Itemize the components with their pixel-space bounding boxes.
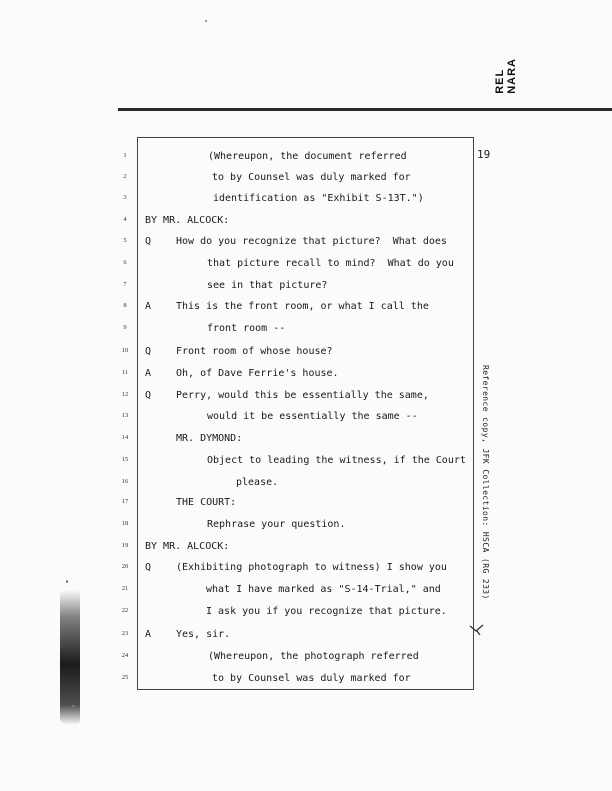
transcript-text: Front room of whose house?: [176, 346, 333, 357]
stamp-line: NARA: [506, 58, 518, 94]
line-number: 1: [123, 152, 127, 159]
speaker-label: Q: [145, 562, 152, 573]
transcript-text: front room --: [207, 323, 286, 334]
transcript-text: that picture recall to mind? What do you: [207, 258, 454, 269]
transcript-text: Yes, sir.: [176, 629, 231, 640]
scan-speck: [72, 705, 75, 707]
line-number: 21: [121, 585, 129, 592]
transcript-text: (Whereupon, the photograph referred: [208, 651, 419, 662]
stamp-line: REL: [494, 68, 506, 94]
transcript-text: please.: [236, 477, 279, 488]
transcript-text: Perry, would this be essentially the same,: [176, 390, 429, 401]
transcript-text: BY MR. ALCOCK:: [145, 541, 230, 552]
transcript-text: This is the front room, or what I call the: [176, 301, 429, 312]
line-number: 6: [123, 259, 127, 266]
line-number: 2: [123, 173, 127, 180]
transcript-text: Object to leading the witness, if the Court: [207, 455, 466, 466]
transcript-text: would it be essentially the same --: [207, 411, 418, 422]
line-number: 7: [123, 281, 127, 288]
transcript-text: I ask you if you recognize that picture.: [206, 606, 447, 617]
transcript-text: (Whereupon, the document referred: [208, 151, 407, 162]
line-number: 15: [121, 456, 129, 463]
transcript-text: identification as "Exhibit S-13T."): [213, 193, 424, 204]
transcript-text: How do you recognize that picture? What does: [176, 236, 447, 247]
transcript-text: BY MR. ALCOCK:: [145, 215, 230, 226]
transcript-text: what I have marked as "S-14-Trial," and: [206, 584, 441, 595]
handwritten-mark: [468, 622, 486, 636]
line-number: 18: [121, 520, 129, 527]
transcript-text: Rephrase your question.: [207, 519, 346, 530]
scan-artifact: [60, 590, 80, 725]
transcript-text: THE COURT:: [176, 497, 237, 508]
speaker-label: A: [145, 301, 152, 312]
reference-note: Reference copy, JFK Collection: HSCA (RG 233): [481, 365, 490, 600]
transcript-text: to by Counsel was duly marked for: [212, 172, 411, 183]
line-number: 14: [121, 434, 129, 441]
transcript-text: see in that picture?: [207, 280, 328, 291]
line-number: 11: [121, 369, 129, 376]
line-number: 4: [123, 216, 127, 223]
line-number: 23: [121, 630, 129, 637]
line-number: 3: [123, 194, 127, 201]
speaker-label: A: [145, 368, 152, 379]
speaker-label: Q: [145, 390, 152, 401]
line-number: 24: [121, 652, 129, 659]
line-number: 17: [121, 498, 129, 505]
line-number: 19: [121, 542, 129, 549]
line-number: 8: [123, 302, 127, 309]
speaker-label: Q: [145, 346, 152, 357]
line-number: 22: [121, 607, 129, 614]
line-number: 5: [123, 237, 127, 244]
archive-stamp: [494, 58, 518, 94]
line-number: 25: [121, 674, 129, 681]
line-number: 9: [123, 324, 127, 331]
transcript-text: (Exhibiting photograph to witness) I show you: [176, 562, 447, 573]
line-number: 10: [121, 347, 129, 354]
line-number: 13: [121, 412, 129, 419]
transcript-text: to by Counsel was duly marked for: [212, 673, 411, 684]
scan-speck: [205, 20, 207, 22]
speaker-label: A: [145, 629, 152, 640]
scan-speck: [66, 580, 68, 583]
page-number: 19: [477, 148, 491, 161]
line-number: 20: [121, 563, 129, 570]
transcript-text: MR. DYMOND:: [176, 433, 243, 444]
header-rule: [118, 108, 612, 111]
transcript-text: Oh, of Dave Ferrie's house.: [176, 368, 339, 379]
speaker-label: Q: [145, 236, 152, 247]
line-number: 16: [121, 478, 129, 485]
line-number: 12: [121, 391, 129, 398]
